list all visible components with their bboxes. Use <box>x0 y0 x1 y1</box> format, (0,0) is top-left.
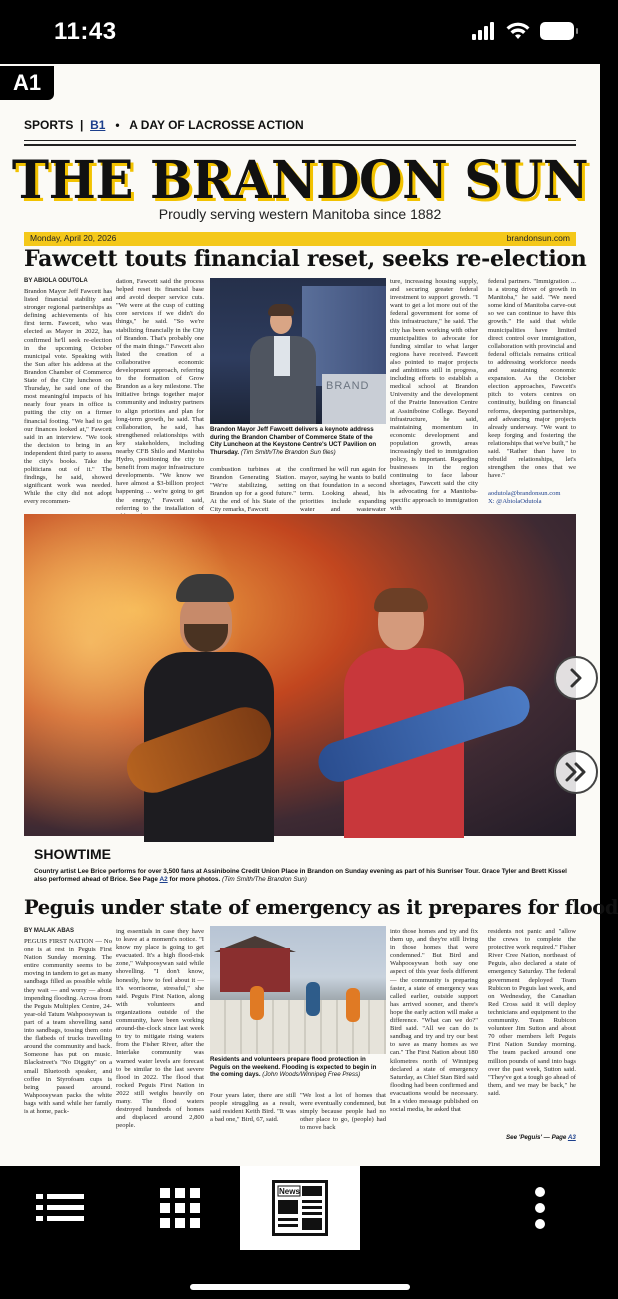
story-byline: BY ABIOLA ODUTOLA <box>24 278 88 284</box>
story-column: Four years later, there are still people struggling as a result, said resident Keith Bird. "It was a bad one," Bird, 67, said. <box>210 1092 296 1124</box>
page-link[interactable]: A3 <box>567 1134 576 1141</box>
photo-credit: (Tim Smith/The Brandon Sun) <box>222 876 307 883</box>
section-name: SPORTS <box>24 118 74 132</box>
section-teaser[interactable]: SPORTS | B1 • A DAY OF LACROSSE ACTION <box>24 118 304 132</box>
list-icon <box>36 1192 84 1224</box>
contact-email[interactable]: aodutola@brandonsun.com <box>488 490 561 497</box>
newspaper-icon-label: News <box>279 1187 300 1196</box>
chevron-right-icon <box>566 667 586 689</box>
feature-heading: SHOWTIME <box>34 846 111 862</box>
story-column: Brandon Mayor Jeff Fawcett has listed financial stability and stronger regional partnerships as defining achievements of his first term. Fawcett, who was elected as Mayor in 2022, has confirmed he'll seek re-election in the upcoming October municipal vote. Speaking with the Sun after his address at the Brandon Chamber of Commerce State of the City luncheon on Thursday, he said one of the most meaningful impacts of his nearly four years in office is putting the city on a firmer financial footing. "We had to get our finances looked at," Fawcett said in an interview. "We took the decision to bring in an independent third party to assess the city's books. Take the politicians out of it." The findings, he said, showed significant work was needed. While the city did not adopt every recommen- <box>24 288 112 506</box>
feature-photo[interactable] <box>24 514 576 836</box>
story-column: confirmed he will run again for mayor, saying he wants to build on that foundation in a second term. Looking ahead, his priorities include expanding water and wastewater <box>300 466 386 514</box>
story-photo[interactable] <box>210 926 386 1054</box>
divider <box>24 144 576 146</box>
story-column: "We lost a lot of homes that were eventually condemned, but simply because people had no other place to go, (people) had to move back <box>300 1092 386 1132</box>
page-number-badge: A1 <box>0 66 54 100</box>
section-page-link[interactable]: B1 <box>90 118 106 132</box>
more-vertical-icon <box>534 1186 546 1230</box>
newspaper-page[interactable] <box>0 64 618 1166</box>
photo-credit: (John Woods/Winnipeg Free Press) <box>262 1071 361 1079</box>
newspaper-view-button[interactable] <box>240 1166 360 1250</box>
story-column: federal partners. "Immigration ... is a strong driver of growth in Manitoba," he said. "We need some kind of Manitoba carve-out so we can continue to have this growth." He said that while municipalities have limited direct control over immigration, collaboration with provincial and federal officials remains critical to addressing workforce needs and sustaining economic expansion. As the October election approaches, Fawcett's pitch to voters centres on continuity, building on financial reforms, deepening partnerships, and advancing major projects already underway. "We want to keep forging and fostering the relationships that we've built," he said. "Rather than have to rebuild relationships, let's strengthen the ones that we have." <box>488 278 576 480</box>
table-of-contents-button[interactable] <box>0 1166 120 1250</box>
home-indicator[interactable] <box>190 1284 410 1290</box>
masthead-title: THE BRANDON SUN <box>11 148 589 211</box>
page-link[interactable]: A2 <box>159 876 168 883</box>
story-column: residents not panic and "allow the crews to complete the protective work required." Fisher River Cree Nation, northeast of Peguis, also declared a state of emergency Saturday. The federal government deployed Team Rubicon to Peguis last week, and on Wednesday, the Canadian Red Cross said it will deploy technicians and equipment to the community. Team Rubicon volunteer Jim Sutton and about 70 other members left Peguis First Nation Sunday morning. The team packed around one million pounds of sand into bags over the past week, Sutton said. "They've got a tough go ahead of them, and we may be back," he said. <box>488 928 576 1097</box>
story-headline[interactable]: Fawcett touts financial reset, seeks re-election <box>24 246 587 272</box>
newspaper-icon <box>272 1180 328 1236</box>
performer <box>324 594 474 836</box>
contact-x[interactable]: X: @AbiolaOdutola <box>488 498 542 506</box>
story-photo[interactable] <box>210 278 386 424</box>
signal-icon <box>472 22 496 40</box>
story-headline[interactable]: Peguis under state of emergency as it prepares for flood <box>24 896 618 919</box>
story-column: ture, increasing housing supply, and securing greater federal investment to support growth. "I want to get a lot more out of the federal government for some of this infrastructure," he said. The city has been working with other municipalities to advocate for funding similar to what larger regions have received. Fawcett also pointed to major projects and ambitions still in progress, including efforts to establish a medical school at Brandon University and the development of the Prairie Innovation Centre at Assiniboine College. Beyond infrastructure, he said, maintaining momentum in economic development and population growth, areas increasingly tied to immigration policy, is important. Regarding businesses in the region continuing to face labour shortages, Fawcett said the city is advocating for a Manitoba-specific approach to immigration with <box>390 278 478 512</box>
site-url: brandonsun.com <box>506 233 570 243</box>
divider <box>24 140 576 141</box>
performer <box>144 574 274 836</box>
story-contact[interactable] <box>488 490 576 508</box>
next-section-button[interactable] <box>554 750 598 794</box>
page-grid-button[interactable] <box>120 1166 240 1250</box>
feature-caption: Country artist Lee Brice performs for over 3,500 fans at Assiniboine Credit Union Place in Brandon on Sunday evening as part of his Sunriser Tour. Grace Tyler and Brett Kissel also performed ahead of Brice. See Page A2 for more photos. (Tim Smith/The Brandon Sun) <box>34 868 567 883</box>
double-chevron-right-icon <box>563 761 589 783</box>
battery-icon <box>540 22 574 40</box>
section-teaser-text: A DAY OF LACROSSE ACTION <box>129 118 304 132</box>
story-byline: BY MALAK ABAS <box>24 928 75 934</box>
podium-sign: BRAND <box>326 380 370 392</box>
story-column: combustion turbines at the Brandon Generating Station. "We're stabilizing, setting Brandon up for a good future." At the end of his State of the City remarks, Fawcett <box>210 466 296 514</box>
photo-caption: Residents and volunteers prepare flood protection in Peguis on the weekend. Flooding is expected to begin in the coming days. (John Woods/Winnipeg Free Press) <box>210 1056 377 1079</box>
status-icons <box>472 22 574 40</box>
masthead-tagline: Proudly serving western Manitoba since 1882 <box>158 206 442 222</box>
next-page-button[interactable] <box>554 656 598 700</box>
photo-caption: Brandon Mayor Jeff Fawcett delivers a keynote address during the Brandon Chamber of Commerce State of the City Luncheon at the Keystone Centre's UCT Pavilion on Thursday. (Tim Smith/The Brandon Sun files) <box>210 426 377 456</box>
bottom-toolbar <box>0 1166 600 1299</box>
story-column: into those homes and try and fix them up, and they're still living in those homes that were condemned." But Bird and Wahpoosywan both say one aspect of this year feels different — the community is preparing faster, a state of emergency was called earlier, outside support has arrived sooner, and there's hope the early action will make a difference. "What can we do?" Bird said. "All we can do is sandbag and try and try our best to save as many homes as we can." The First Nation about 180 kilometres north of Winnipeg declared a state of emergency Saturday, as Chief Stan Bird said flooding had been confirmed and evacuations would be necessary. In a video message published on social media, he asked that <box>390 928 478 1114</box>
status-time: 11:43 <box>54 18 117 45</box>
photo-credit: (Tim Smith/The Brandon Sun files) <box>240 448 336 456</box>
more-options-button[interactable] <box>480 1166 600 1250</box>
issue-date: Monday, April 20, 2026 <box>30 233 117 243</box>
wifi-icon <box>506 22 530 40</box>
story-column: ing essentials in case they have to leave at a moment's notice. "I know my place is going to get evacuated. It's a high flood-risk zone," Wahpoosywan said while shovelling. "I don't know, honestly, how to feel about it — it's worrisome, stressful," she said. Peguis First Nation, along with volunteers and organizations outside of the community, have been working around-the-clock since last week to try to mitigate rising waters from the Fisher River, after the Interlake community was warned water levels are forecast to be similar to the last severe flood in 2022. The flood that rocked Peguis First Nation in 2022 still weighs heavily on many. The flood waters destroyed hundreds of homes and displaced around 2,800 people. <box>116 928 204 1130</box>
dateline-bar <box>24 232 576 246</box>
grid-icon <box>160 1188 200 1228</box>
story-column: dation, Fawcett said the process helped reset its financial base and avoid deeper service cuts. "We were at the cusp of cutting core services if we didn't do things," he said. "So we're stabilizing financially in the City of Brandon. That's probably one of the main things." Fawcett also listed the creation of a collaborative economic development approach, referring to the formation of Grow Brandon as a key milestone. The initiative brings together major community and industry partners to align priorities and plan for long-term growth, he said. That collaboration, he said, has strengthened relationships with key stakeholders, including nearby CFB Shilo and Manitoba Hydro, positioning the city to benefit from major infrastructure developments. "We know we have almost a $3-billion project happening ... we're going to get the energy," Fawcett said, referring to the installation of <box>116 278 204 512</box>
story-jump[interactable]: See 'Peguis' — Page A3 <box>506 1134 576 1141</box>
story-column: PEGUIS FIRST NATION — No one is at rest in Peguis First Nation Sunday morning. The entire community seems to be moving in tandem to get as many sandbags filled as possible while they wait — and worry — about impending flooding. Across from the Peguis Multiplex Centre, 24-year-old Tatum Wahpoosywan is part of a team shovelling sand into sandbags, tossing them onto the flatbeds of trucks travelling around the community and back. Someone has put on music. Blackstreet's "No Diggity" on a small Bluetooth speaker, and coffee in Styrofoam cups is being passed around. Wahpoosywan packs the white bags with sand while her family is at home, pack- <box>24 938 112 1115</box>
status-bar <box>0 0 600 64</box>
